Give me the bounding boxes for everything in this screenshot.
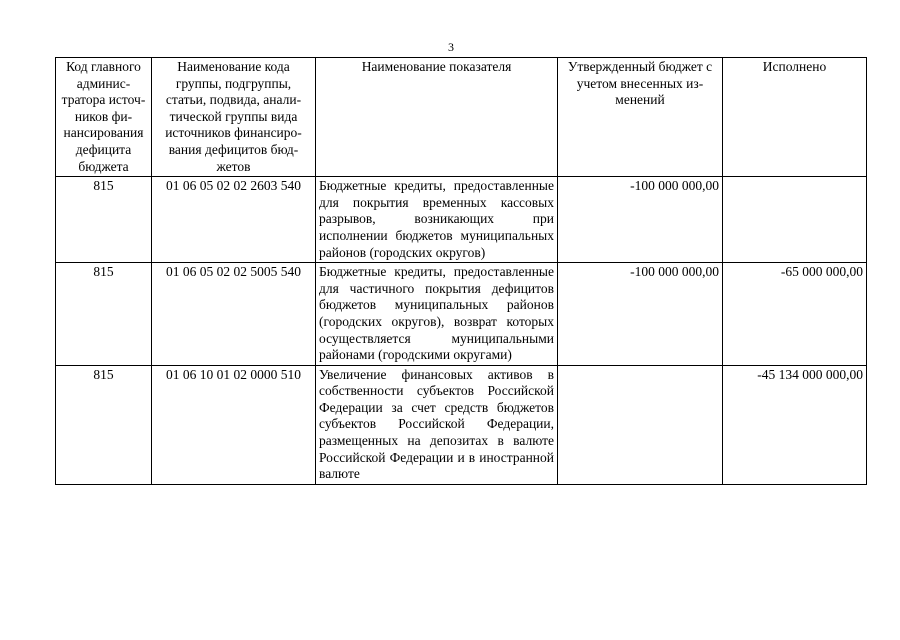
- budget-sources-table: [55, 57, 867, 485]
- table-row: [56, 365, 867, 484]
- indicator-name-cell: Бюджетные кредиты, предоставленные для покрытия временных кассовых разрывов, возникающих при исполнении бюджетов муниципальных районов (городских округов): [316, 177, 558, 263]
- admin-code-cell: 815: [56, 177, 152, 263]
- table-row: [56, 177, 867, 263]
- approved-amount-cell: [558, 365, 723, 484]
- header-indicator-name: Наименование показателя: [316, 58, 558, 177]
- executed-amount-cell: [723, 177, 867, 263]
- header-approved-budget: Утвержденный бюджет с учетом внесенных изменений: [558, 58, 723, 177]
- page-number: 3: [448, 40, 454, 54]
- header-executed: Исполнено: [723, 58, 867, 177]
- header-admin-code: Код главного администратора источников финансирования дефицита бюджета: [56, 58, 152, 177]
- source-code-cell: 01 06 05 02 02 2603 540: [152, 177, 316, 263]
- admin-code-cell: 815: [56, 263, 152, 366]
- executed-amount-cell: -65 000 000,00: [723, 263, 867, 366]
- header-source-code: Наименование кода группы, подгруппы, статьи, подвида, аналитической группы вида источников финансирования дефицитов бюджетов: [152, 58, 316, 177]
- approved-amount-cell: -100 000 000,00: [558, 263, 723, 366]
- executed-amount-cell: -45 134 000 000,00: [723, 365, 867, 484]
- indicator-name-cell: Увеличение финансовых активов в собственности субъектов Российской Федерации за счет средств бюджетов субъектов Российской Федерации, размещенных на депозитах в валюте Российской Федерации и в иностранной валюте: [316, 365, 558, 484]
- source-code-cell: 01 06 05 02 02 5005 540: [152, 263, 316, 366]
- indicator-name-cell: Бюджетные кредиты, предоставленные для частичного покрытия дефицитов бюджетов муниципальных районов (городских округов), возврат которых осуществляется муниципальными районами (городскими округами): [316, 263, 558, 366]
- table-header-row: [56, 58, 867, 177]
- admin-code-cell: 815: [56, 365, 152, 484]
- approved-amount-cell: -100 000 000,00: [558, 177, 723, 263]
- table-row: [56, 263, 867, 366]
- source-code-cell: 01 06 10 01 02 0000 510: [152, 365, 316, 484]
